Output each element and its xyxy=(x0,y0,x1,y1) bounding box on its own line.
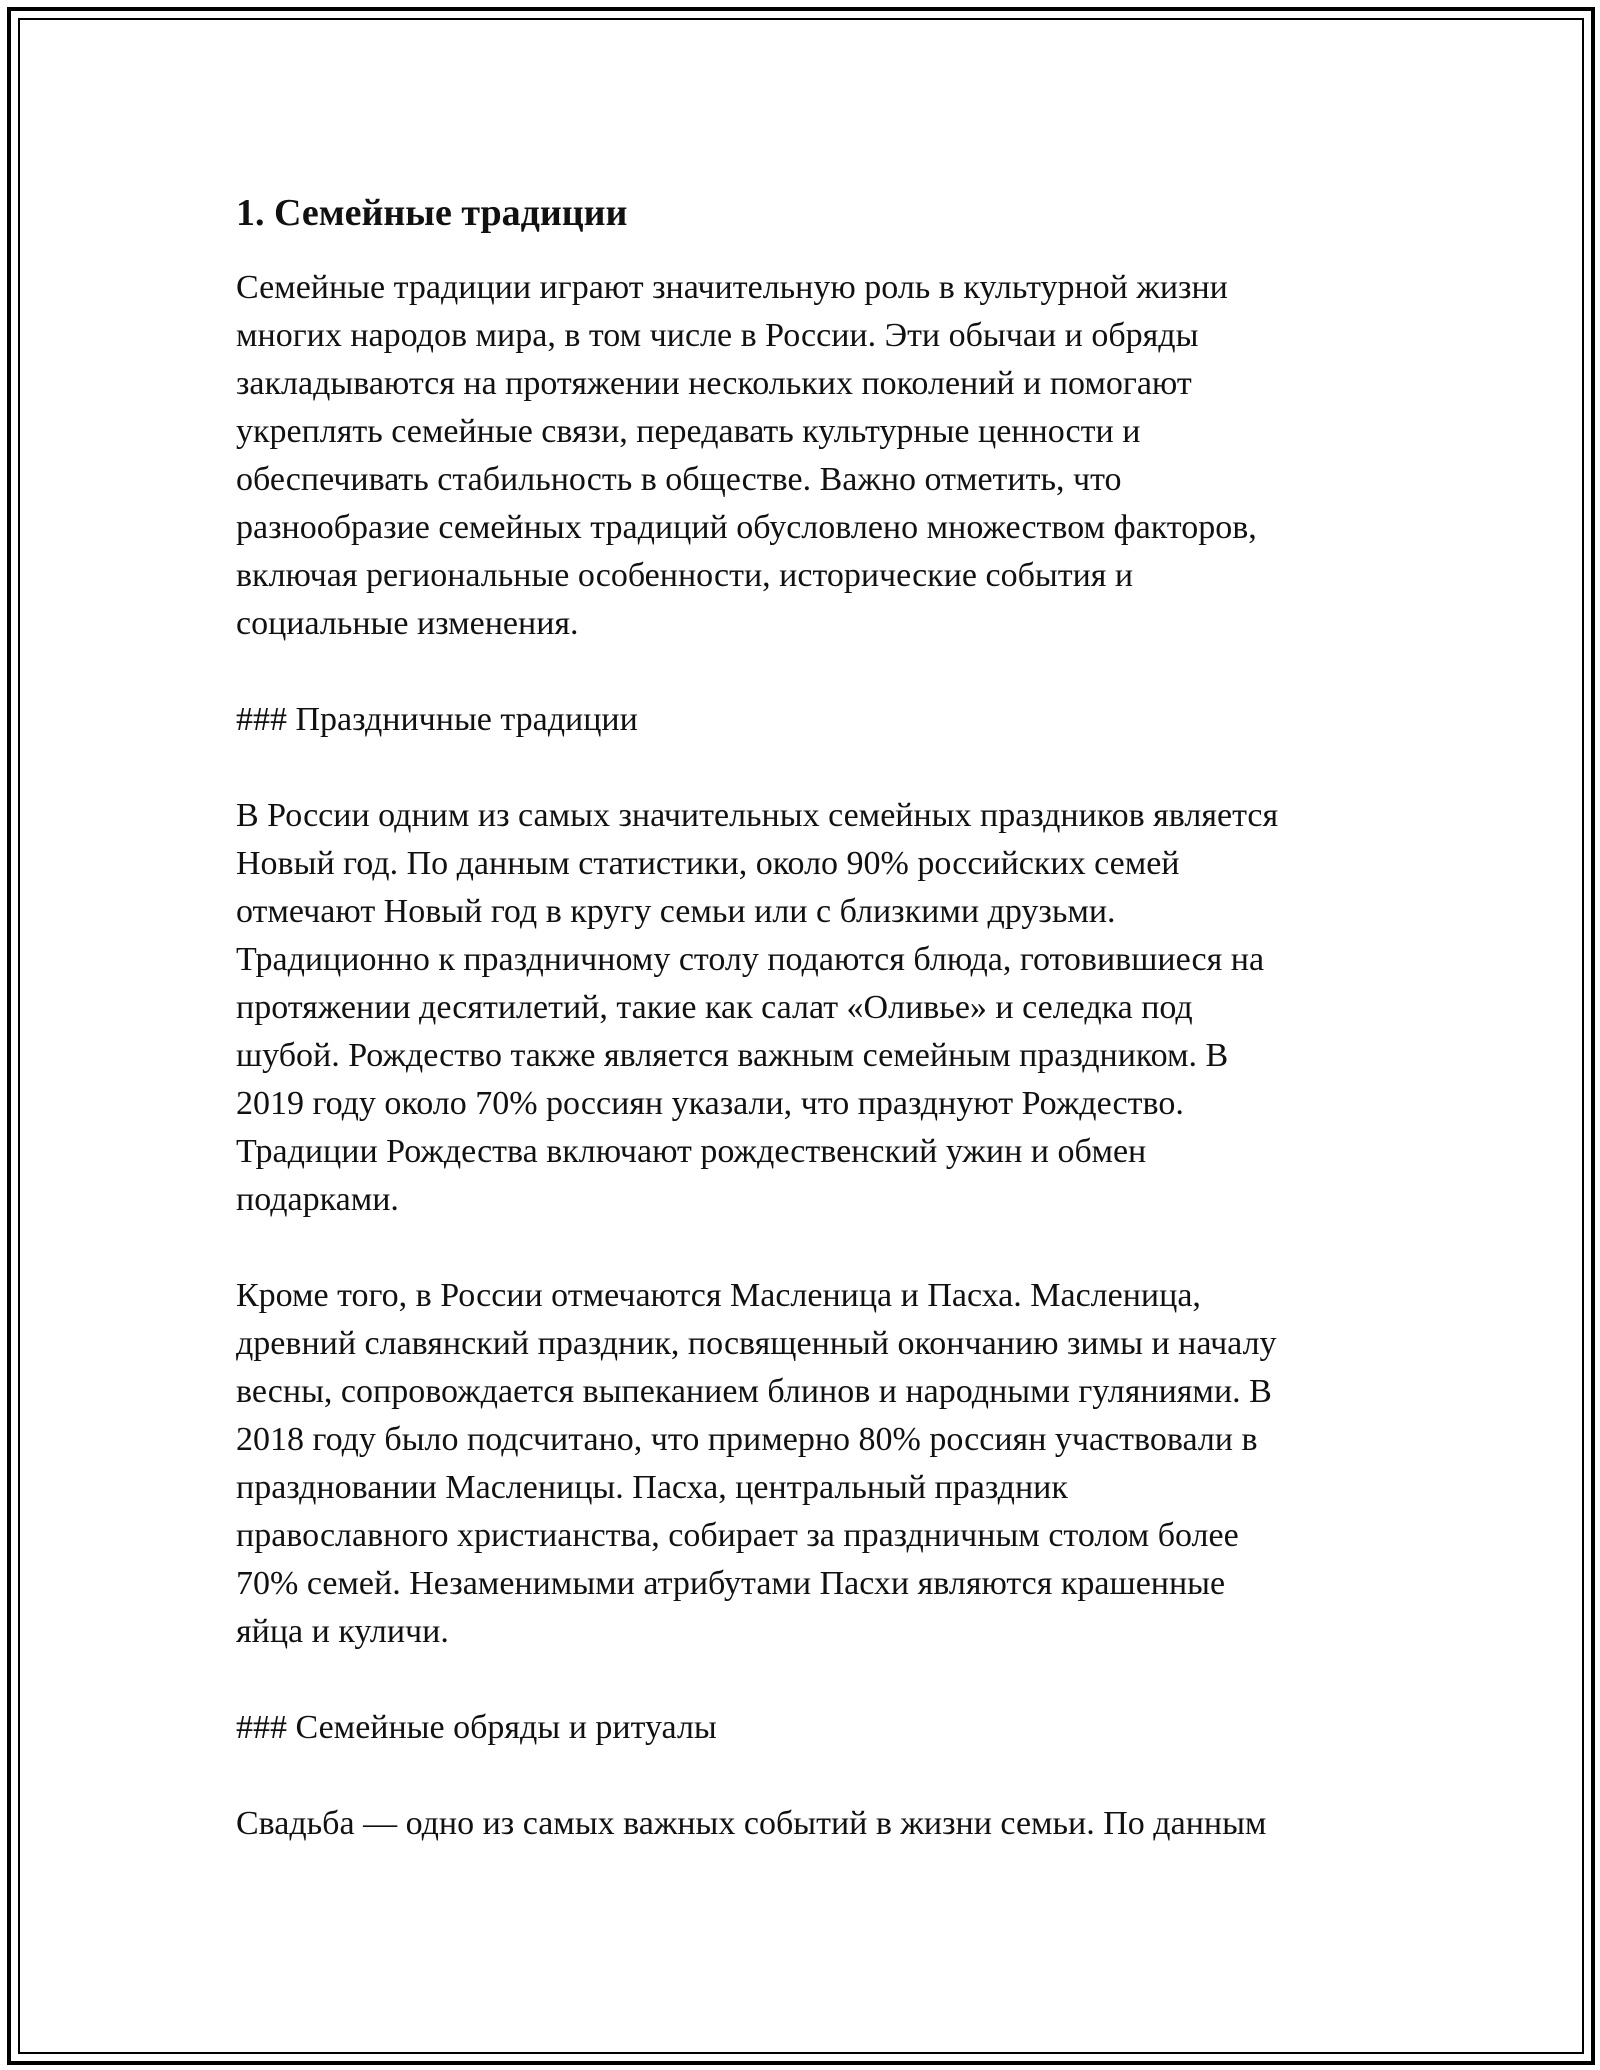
text-line: протяжении десятилетий, такие как салат «Оливье» и селедка под xyxy=(236,989,1193,1026)
text-line: православного христианства, собирает за праздничным столом более xyxy=(236,1517,1239,1554)
paragraph-wedding xyxy=(236,1800,1376,1848)
text-line: 2019 году около 70% россиян указали, что празднуют Рождество. xyxy=(236,1085,1184,1122)
text-line: 70% семей. Незаменимыми атрибутами Пасхи являются крашенные xyxy=(236,1565,1226,1602)
section-heading: 1. Семейные традиции xyxy=(236,192,628,234)
text-line: многих народов мира, в том числе в России. Эти обычаи и обряды xyxy=(236,317,1199,354)
text-line: обеспечивать стабильность в обществе. Важно отметить, что xyxy=(236,461,1122,498)
text-line: праздновании Масленицы. Пасха, центральный праздник xyxy=(236,1469,1068,1506)
paragraph-new-year xyxy=(236,792,1376,1224)
text-line: древний славянский праздник, посвященный окончанию зимы и началу xyxy=(236,1325,1277,1362)
text-line: шубой. Рождество также является важным семейным праздником. В xyxy=(236,1037,1229,1074)
text-line: 2018 году было подсчитано, что примерно 80% россиян участвовали в xyxy=(236,1421,1258,1458)
text-line: включая региональные особенности, исторические события и xyxy=(236,557,1134,594)
text-line: Традиции Рождества включают рождественский ужин и обмен xyxy=(236,1133,1147,1170)
text-line: яйца и куличи. xyxy=(236,1613,449,1650)
text-line: укреплять семейные связи, передавать культурные ценности и xyxy=(236,413,1141,450)
text-line: социальные изменения. xyxy=(236,605,579,642)
text-line: Кроме того, в России отмечаются Масленица и Пасха. Масленица, xyxy=(236,1277,1201,1314)
text-line: разнообразие семейных традиций обусловлено множеством факторов, xyxy=(236,509,1257,546)
text-line: отмечают Новый год в кругу семьи или с близкими друзьми. xyxy=(236,893,1116,930)
paragraph-maslenitsa-easter xyxy=(236,1272,1376,1656)
document-body xyxy=(236,188,1376,1896)
text-line: Новый год. По данным статистики, около 90% российских семей xyxy=(236,845,1180,882)
subheading-family-rituals: ### Семейные обряды и ритуалы xyxy=(236,1709,717,1746)
text-line: В России одним из самых значительных семейных праздников является xyxy=(236,797,1279,834)
text-line: Семейные традиции играют значительную роль в культурной жизни xyxy=(236,269,1228,306)
subheading-holiday-traditions: ### Праздничные традиции xyxy=(236,701,638,738)
text-line: Традиционно к праздничному столу подаются блюда, готовившиеся на xyxy=(236,941,1265,978)
text-line: весны, сопровождается выпеканием блинов и народными гуляниями. В xyxy=(236,1373,1272,1410)
text-line: подарками. xyxy=(236,1181,399,1218)
text-line: Свадьба — одно из самых важных событий в жизни семьи. По данным xyxy=(236,1805,1267,1842)
text-line: закладываются на протяжении нескольких поколений и помогают xyxy=(236,365,1192,402)
paragraph-intro xyxy=(236,264,1376,648)
